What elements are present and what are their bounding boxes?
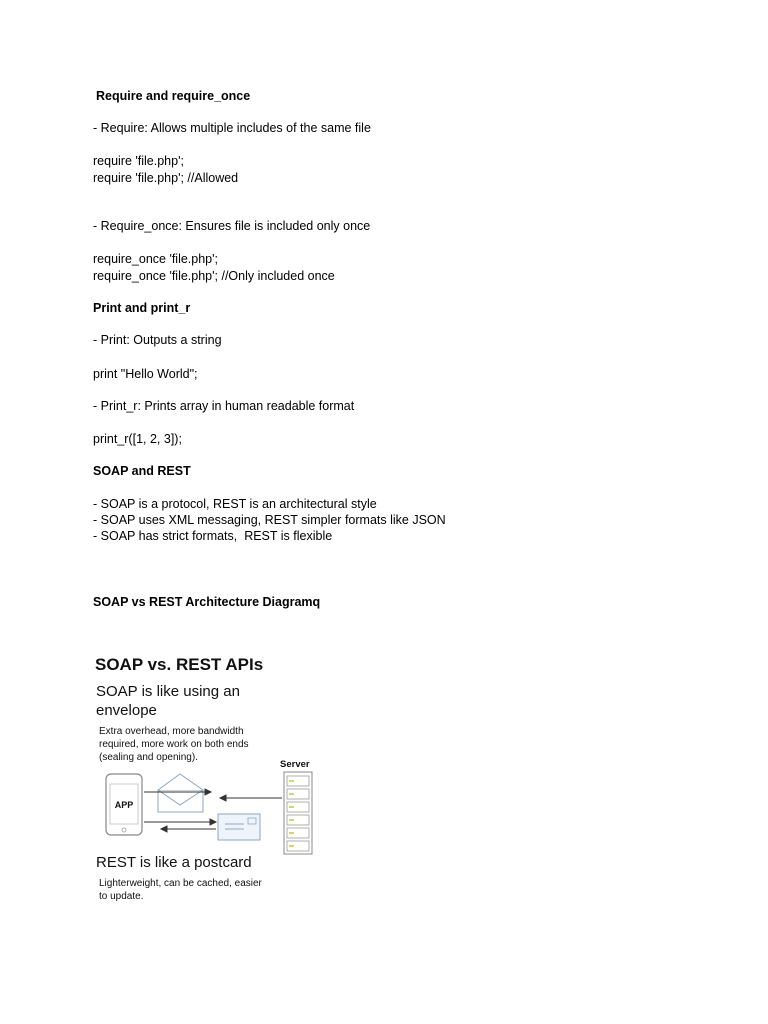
arrow-head-left-1 (220, 795, 226, 801)
soap-heading-line-1: SOAP is like using an (96, 683, 240, 700)
require-description: - Require: Allows multiple includes of the same file (93, 121, 371, 135)
soap-bullet-3: - SOAP has strict formats, REST is flexible (93, 529, 333, 543)
heading-diagram: SOAP vs REST Architecture Diagramq (93, 595, 321, 609)
rest-note-line-1: Lighterweight, can be cached, easier (99, 878, 262, 889)
print-code: print "Hello World"; (93, 367, 198, 381)
envelope-icon (158, 774, 203, 812)
server-icon (284, 772, 312, 854)
soap-vs-rest-diagram (92, 648, 322, 906)
diagram-title: SOAP vs. REST APIs (95, 655, 264, 674)
rest-note-line-2: to update. (99, 891, 144, 902)
arrow-head-right-2 (210, 819, 216, 825)
print-r-code: print_r([1, 2, 3]); (93, 432, 182, 446)
soap-bullet-2: - SOAP uses XML messaging, REST simpler formats like JSON (93, 513, 446, 527)
require-code-line-1: require 'file.php'; (93, 154, 184, 168)
soap-bullet-1: - SOAP is a protocol, REST is an architectural style (93, 497, 377, 511)
soap-note-line-1: Extra overhead, more bandwidth (99, 726, 244, 737)
soap-heading-line-2: envelope (96, 702, 157, 719)
arrow-head-right-1 (205, 789, 211, 795)
rest-heading: REST is like a postcard (96, 854, 252, 871)
server-label: Server (280, 759, 310, 770)
heading-require: Require and require_once (96, 89, 251, 103)
soap-note-line-2: required, more work on both ends (99, 739, 249, 750)
arrow-head-left-2 (161, 826, 167, 832)
require-once-code-line-2: require_once 'file.php'; //Only included once (93, 269, 335, 283)
require-once-code-line-1: require_once 'file.php'; (93, 252, 218, 266)
heading-soap-rest: SOAP and REST (93, 464, 191, 478)
require-code-line-2: require 'file.php'; //Allowed (93, 171, 239, 185)
heading-print: Print and print_r (93, 301, 191, 315)
print-description: - Print: Outputs a string (93, 333, 222, 347)
postcard-icon (218, 814, 260, 840)
print-r-description: - Print_r: Prints array in human readable format (93, 399, 355, 413)
app-label: APP (114, 800, 134, 810)
require-once-description: - Require_once: Ensures file is included only once (93, 219, 371, 233)
soap-note-line-3: (sealing and opening). (99, 752, 198, 763)
